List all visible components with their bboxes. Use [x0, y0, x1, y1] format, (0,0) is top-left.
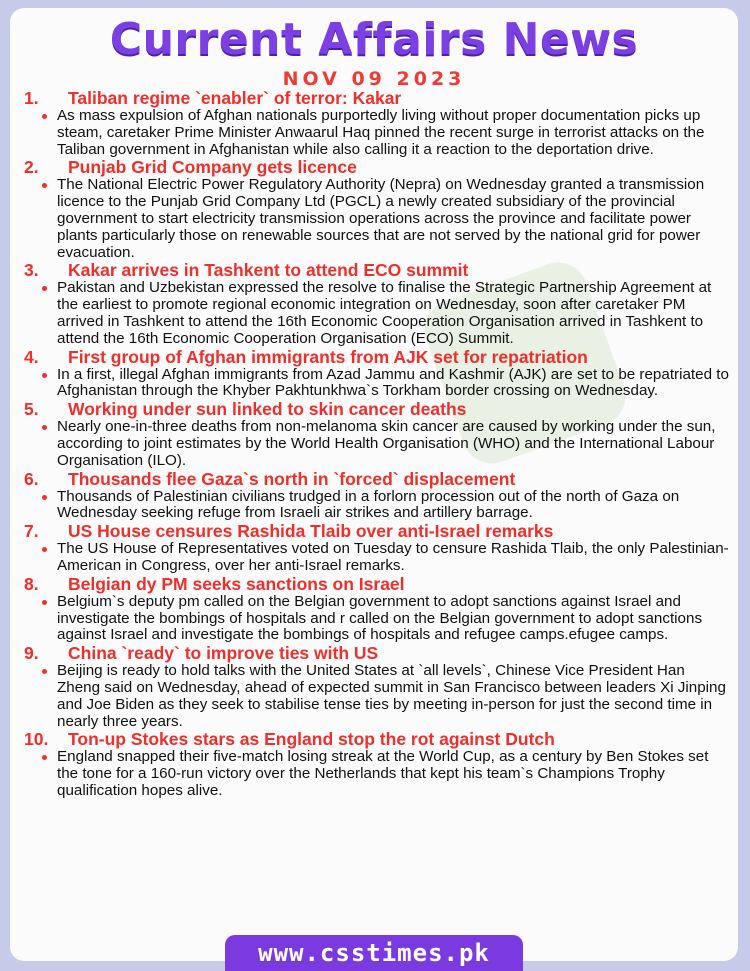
item-number: 3.	[24, 260, 39, 281]
item-headline: US House censures Rashida Tlaib over anti-Israel remarks	[68, 521, 554, 542]
item-number: 6.	[24, 468, 39, 489]
item-summary	[24, 541, 729, 575]
news-item	[24, 261, 729, 347]
item-summary	[24, 749, 729, 799]
news-headline-row	[24, 158, 729, 177]
item-headline: China `ready` to improve ties with US	[68, 643, 379, 664]
news-item	[24, 522, 729, 575]
bullet-icon	[42, 600, 47, 605]
news-item	[24, 400, 729, 469]
news-headline-row	[24, 522, 729, 541]
item-headline: Ton-up Stokes stars as England stop the rot against Dutch	[68, 729, 555, 750]
bullet-icon	[42, 114, 47, 119]
news-headline-row	[24, 261, 729, 280]
bullet-icon	[42, 286, 47, 291]
item-headline: Working under sun linked to skin cancer deaths	[68, 399, 467, 420]
item-summary	[24, 489, 729, 523]
item-number: 4.	[24, 346, 39, 367]
item-summary	[24, 108, 729, 158]
news-item	[24, 89, 729, 158]
bullet-icon	[42, 495, 47, 500]
news-headline-row	[24, 575, 729, 594]
item-text: In a first, illegal Afghan immigrants from Azad Jammu and Kashmir (AJK) are set to be repatriated to Afghanistan through the Khyber Pakhtunkhwa`s Torkham border crossing on Wednesday.	[57, 365, 729, 400]
news-item	[24, 470, 729, 523]
item-text: Thousands of Palestinian civilians trudged in a forlorn procession out of the north of Gaza on Wednesday seeking refuge from Israeli air strikes and artillery barrage.	[57, 487, 680, 522]
item-text: Belgium`s deputy pm called on the Belgian government to adopt sanctions against Israel and investigate the bombings of hospitals and r called on the Belgian government to adopt sanctions against Israel and investigate the bombings of hospitals and refugee camps.efugee camps.	[57, 592, 703, 644]
item-text: England snapped their five-match losing streak at the World Cup, as a century by Ben Stokes set the tone for a 160-run victory over the Netherlands that kept his team`s Champions Trophy qualification hopes alive.	[57, 748, 709, 799]
item-number: 10.	[24, 729, 49, 750]
item-summary	[24, 594, 729, 644]
item-headline: Taliban regime `enabler` of terror: Kakar	[68, 88, 402, 108]
bullet-icon	[42, 547, 47, 552]
item-number: 5.	[24, 399, 39, 420]
bullet-icon	[42, 425, 47, 430]
item-number: 7.	[24, 521, 39, 542]
page-title: Current Affairs News	[109, 14, 639, 65]
bullet-icon	[42, 669, 47, 674]
item-text: Nearly one-in-three deaths from non-melanoma skin cancer are caused by working under the sun, according to joint estimates by the World Health Organisation (WHO) and the International Labour Organisation (ILO).	[57, 418, 716, 469]
news-item	[24, 158, 729, 261]
news-card	[10, 8, 738, 961]
item-summary	[24, 663, 729, 730]
news-item	[24, 575, 729, 644]
item-summary	[24, 177, 729, 261]
item-headline: Belgian dy PM seeks sanctions on Israel	[68, 573, 405, 594]
news-headline-row	[24, 470, 729, 489]
item-number: 1.	[24, 88, 39, 108]
news-item	[24, 348, 729, 401]
news-list	[24, 89, 729, 800]
item-text: Beijing is ready to hold talks with the United States at `all levels`, Chinese Vice President Han Zheng said on Wednesday, ahead of expected summit in San Francisco between leaders Xi Jinping and Joe Biden as they seek to stabilise tense ties by meeting in-person for just the second time in nearly three years.	[57, 662, 726, 730]
item-summary	[24, 280, 729, 347]
item-headline: First group of Afghan immigrants from AJK set for repatriation	[68, 346, 588, 367]
news-item	[24, 644, 729, 730]
news-headline-row	[24, 730, 729, 749]
item-text: Pakistan and Uzbekistan expressed the resolve to finalise the Strategic Partnership Agreement at the earliest to promote regional economic integration on Wednesday, soon after caretaker PM arrived in Tashkent to attend the 16th Economic Cooperation Organisation arrived in Tashkent to attend the 16th Economic Cooperation Organisation (ECO) Summit.	[57, 279, 712, 347]
item-text: The US House of Representatives voted on Tuesday to censure Rashida Tlaib, the only Palestinian-American in Congress, over her anti-Israel remarks.	[57, 540, 729, 574]
item-number: 8.	[24, 573, 39, 594]
bullet-icon	[42, 183, 47, 188]
item-summary	[24, 367, 729, 401]
website-link[interactable]: www.csstimes.pk	[225, 935, 523, 971]
news-headline-row	[24, 89, 729, 108]
item-number: 2.	[24, 157, 39, 178]
item-headline: Kakar arrives in Tashkent to attend ECO summit	[68, 260, 469, 281]
bullet-icon	[42, 373, 47, 378]
item-headline: Punjab Grid Company gets licence	[68, 157, 357, 178]
item-number: 9.	[24, 643, 39, 664]
item-text: The National Electric Power Regulatory Authority (Nepra) on Wednesday granted a transmission licence to the Punjab Grid Company Ltd (PGCL) a newly created subsidiary of the provincial government to start electricity transmission operations across the province and facilitate power plants particularly those on renewable sources that are not served by the national grid for power evacuation.	[57, 176, 705, 261]
news-headline-row	[24, 400, 729, 419]
item-headline: Thousands flee Gaza`s north in `forced` displacement	[68, 468, 516, 489]
news-headline-row	[24, 348, 729, 367]
news-headline-row	[24, 644, 729, 663]
news-item	[24, 730, 729, 799]
item-summary	[24, 419, 729, 469]
bullet-icon	[42, 755, 47, 760]
page-date: NOV 09 2023	[282, 68, 466, 90]
item-text: As mass expulsion of Afghan nationals purportedly living without proper documentation picks up steam, caretaker Prime Minister Anwaarul Haq pinned the recent surge in terrorist attacks on the Taliban government in Afghanistan while also calling it a reaction to the deportation drive.	[57, 107, 705, 158]
